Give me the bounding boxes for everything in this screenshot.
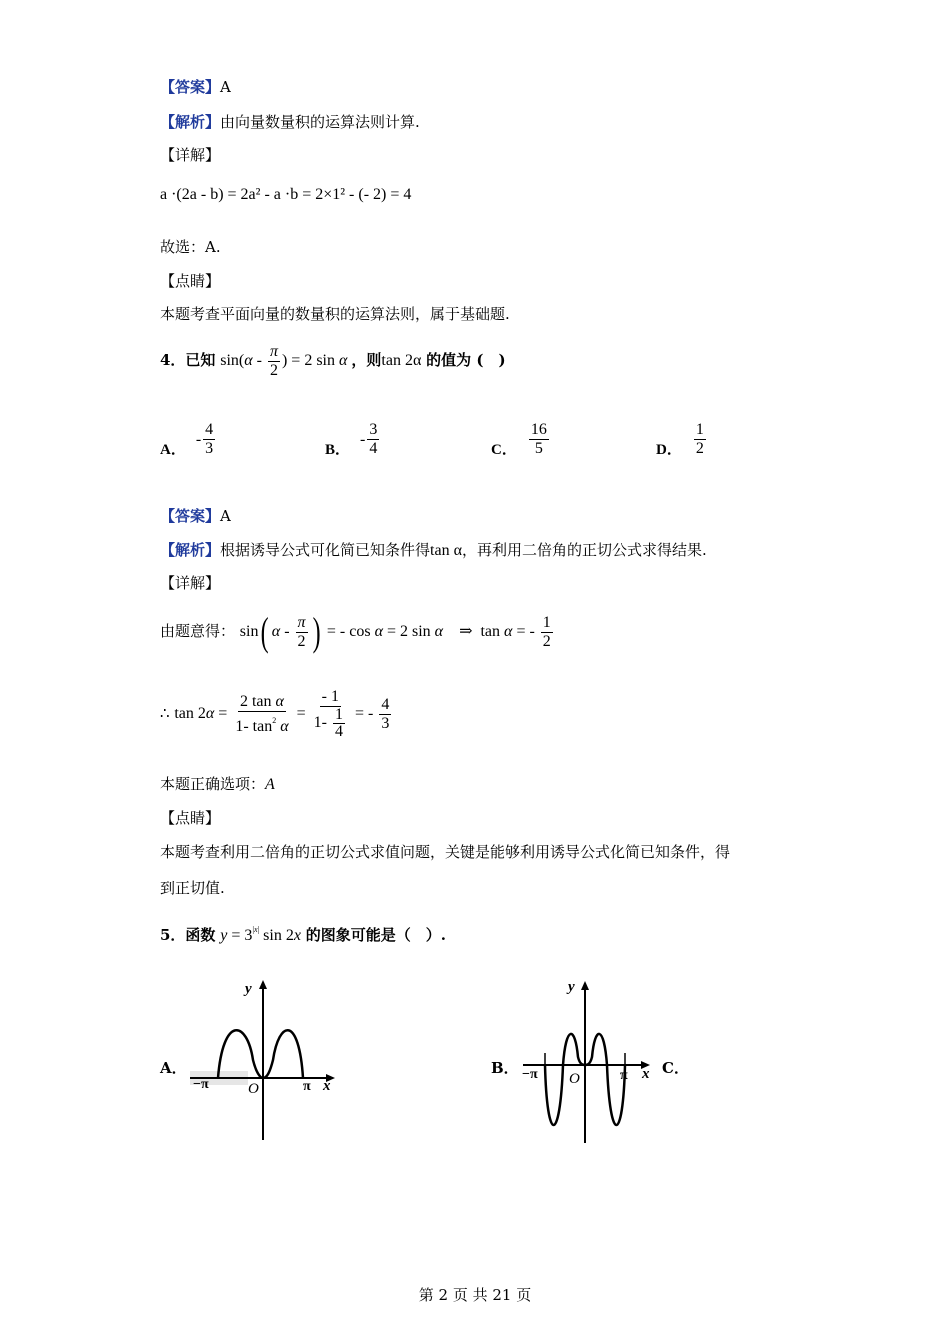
option-fraction: $\frac{16}{5}$ — [530, 421, 547, 457]
answer-value: A — [220, 507, 231, 525]
q4-comment-line2: 到正切值. — [160, 879, 225, 897]
q4-final-line — [160, 774, 275, 795]
option-fraction: $\frac{3}{4}$ — [369, 421, 378, 457]
answer-line — [160, 77, 231, 97]
q5-function: $y = 3^{|x|}$ sin 2x — [220, 925, 301, 944]
answer-value: A — [220, 78, 231, 96]
vector-formula: a ·(2a - b) = 2a² - a ·b = 2×1² - (- 2) = 4 — [160, 186, 412, 203]
y-arrow — [259, 980, 267, 989]
q5-question-end: 的图象可能是（ ）. — [305, 926, 446, 944]
option-sign: - — [195, 430, 202, 448]
origin-label: O — [569, 1071, 580, 1087]
comment-text: 本题考查平面向量的数量积的运算法则，属于基础题. — [160, 305, 510, 323]
x-label: x — [642, 1066, 650, 1082]
q4-option-a[interactable] — [160, 420, 217, 459]
q5-option-b-label[interactable]: B． — [491, 1059, 519, 1077]
q4-step1 — [160, 608, 555, 655]
q4-option-c[interactable] — [491, 420, 551, 459]
y-arrow — [581, 981, 589, 990]
q4-detail-tag: 【详解】 — [160, 574, 221, 592]
conclusion: 故选：A. — [160, 238, 221, 256]
graph-a[interactable] — [185, 975, 345, 1145]
q4-suffix: ，则 — [351, 351, 382, 369]
analysis-line — [160, 112, 420, 132]
option-sign: - — [360, 430, 366, 448]
option-fraction: $\frac{4}{3}$ — [205, 421, 214, 457]
q4-answer-line — [160, 506, 231, 526]
analysis-pre: 根据诱导公式可化简已知条件得 — [220, 541, 431, 559]
q4-step2 — [160, 688, 393, 740]
analysis-text: 由向量数量积的运算法则计算. — [220, 113, 420, 131]
y-label: y — [245, 981, 252, 997]
final-value: A — [265, 776, 275, 793]
q5-number: 5．函数 — [160, 926, 216, 944]
step2-prefix: ∴ — [160, 704, 170, 722]
origin-label: O — [248, 1081, 259, 1097]
y-label: y — [568, 979, 575, 995]
page-footer: 第 2 页 共 21 页 — [418, 1286, 532, 1304]
q4-option-d[interactable] — [656, 420, 708, 459]
analysis-post: ，再利用二倍角的正切公式求得结果. — [461, 541, 707, 559]
q4-target: tan 2α — [381, 352, 422, 369]
pi-label: π — [620, 1068, 628, 1083]
q4-question-end: 的值为 ( ) — [426, 351, 506, 369]
analysis-math: tan α — [430, 542, 462, 559]
q4-comment-tag: 【点睛】 — [160, 809, 221, 827]
q4-analysis-line — [160, 540, 707, 561]
option-label: B． — [325, 442, 351, 458]
option-label: A． — [160, 442, 186, 458]
step2-formula: tan 2α = $\frac{\text{2 tan α}}{1- \tan^2 \alpha}$ = - 1 1- $\frac{1}{4}$ = - $\frac{4}{3}$ — [174, 688, 390, 741]
step1-prefix: 由题意得： — [160, 622, 236, 640]
q5-option-a-label[interactable]: A． — [160, 1059, 187, 1077]
answer-tag: 【答案】 — [160, 78, 221, 96]
q4-option-b[interactable] — [325, 420, 381, 459]
graph-b[interactable] — [520, 975, 660, 1150]
q4-comment-line1: 本题考查利用二倍角的正切公式求值问题，关键是能够利用诱导公式化简已知条件，得 — [160, 843, 731, 861]
q4-stem — [160, 340, 506, 381]
curve — [218, 1030, 303, 1078]
answer-tag: 【答案】 — [160, 507, 221, 525]
x-label: x — [323, 1078, 331, 1094]
option-fraction: $\frac{1}{2}$ — [695, 421, 704, 457]
step1-formula: sin( α - $\frac{\pi}{2}$ ) = - cos α = 2 sin α ⇒ tan α = - $\frac{1}{2}$ — [239, 609, 551, 655]
detail-tag: 【详解】 — [160, 146, 221, 164]
q5-option-c-label[interactable]: C． — [662, 1059, 689, 1077]
q5-stem — [160, 915, 446, 951]
comment-tag: 【点睛】 — [160, 272, 221, 290]
neg-pi-label: −π — [193, 1077, 209, 1092]
analysis-tag: 【解析】 — [160, 541, 221, 559]
option-label: D． — [656, 442, 682, 458]
q4-condition: sin(α - $\frac{\pi}{2}$ ) = 2 sin α — [220, 342, 348, 379]
option-label: C． — [491, 442, 517, 458]
q4-number: 4．已知 — [160, 351, 216, 369]
neg-pi-label: −π — [522, 1067, 538, 1082]
analysis-tag: 【解析】 — [160, 113, 221, 131]
pi-label: π — [303, 1079, 311, 1094]
final-prefix: 本题正确选项： — [160, 775, 266, 793]
